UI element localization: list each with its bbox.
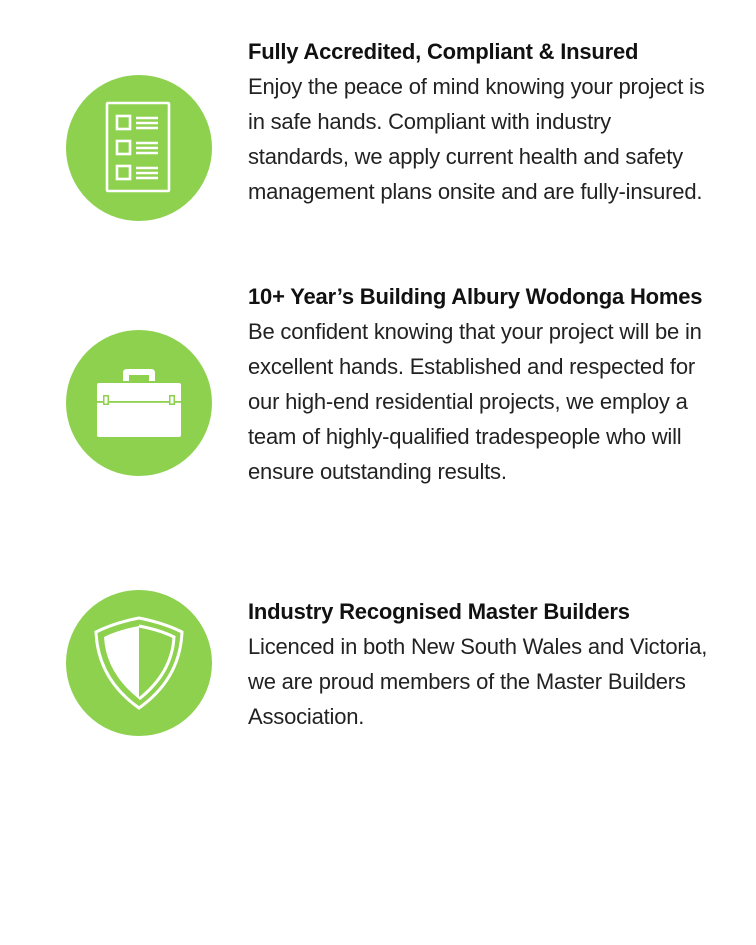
- feature-description: Licenced in both New South Wales and Victoria, we are proud members of the Master Builders Association.: [248, 634, 708, 729]
- feature-icon-circle: [66, 590, 212, 736]
- shield-icon: [92, 615, 186, 711]
- feature-title: 10+ Year’s Building Albury Wodonga Homes: [248, 284, 703, 309]
- feature-description: Enjoy the peace of mind knowing your project is in safe hands. Compliant with industry standards, we apply current health and safety management plans onsite and are fully-insured.: [248, 74, 705, 204]
- feature-title: Fully Accredited, Compliant & Insured: [248, 39, 639, 64]
- feature-text: [248, 279, 708, 489]
- feature-title: Industry Recognised Master Builders: [248, 599, 630, 624]
- feature-text: [248, 594, 708, 734]
- feature-icon-circle: [66, 75, 212, 221]
- feature-icon-circle: [66, 330, 212, 476]
- checklist-icon: [104, 100, 174, 196]
- feature-text: [248, 34, 708, 209]
- toolbox-icon: [95, 367, 183, 439]
- feature-description: Be confident knowing that your project will be in excellent hands. Established and respected for our high-end residential projects, we employ a team of highly-qualified tradespeople who will ensure outstanding results.: [248, 319, 702, 484]
